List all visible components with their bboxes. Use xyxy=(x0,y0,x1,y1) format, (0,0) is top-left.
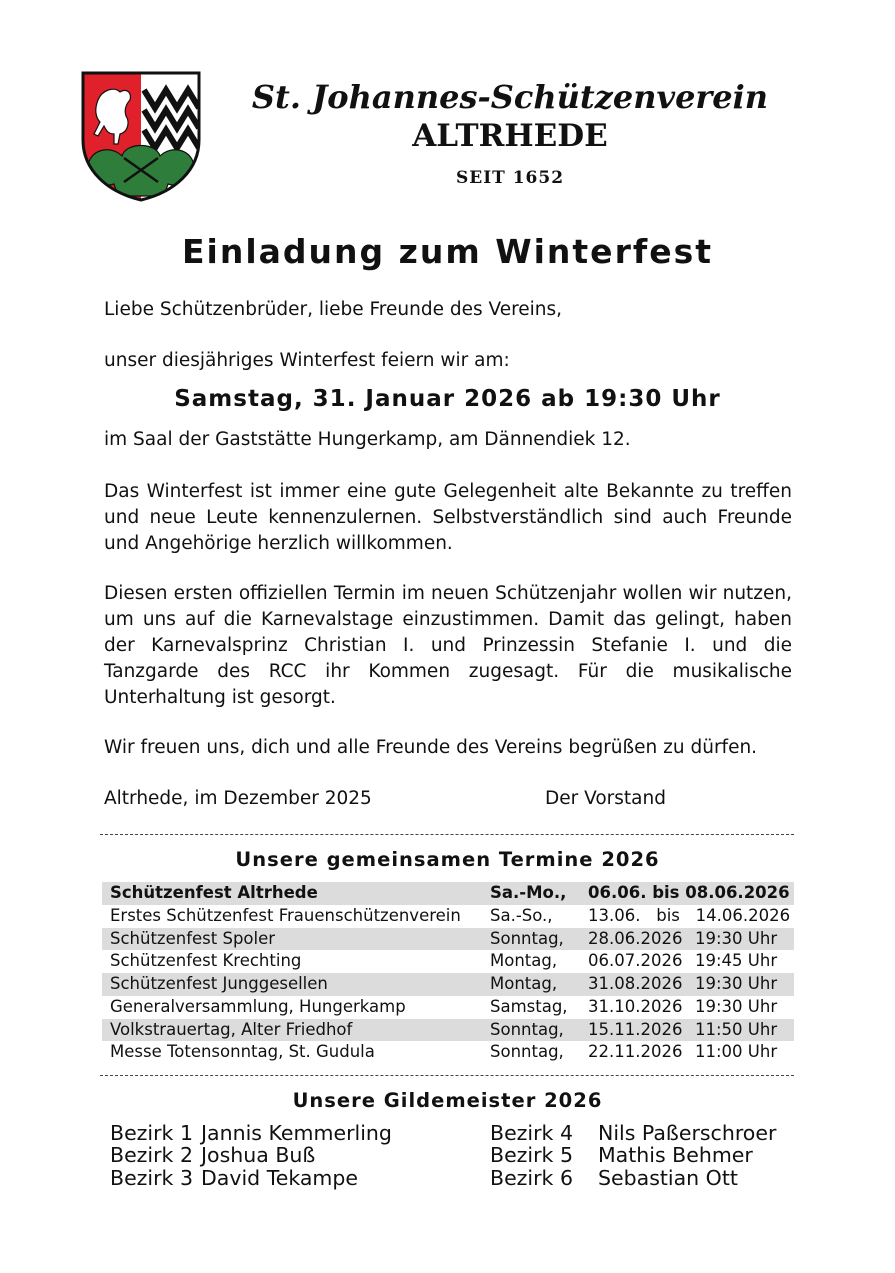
signature: Der Vorstand xyxy=(545,788,666,809)
invitation-title: Einladung zum Winterfest xyxy=(181,232,713,271)
event-name: Schützenfest Junggesellen xyxy=(110,974,328,993)
district-label: Bezirk 1 xyxy=(110,1121,193,1145)
gildemeister-name: Jannis Kemmerling xyxy=(201,1121,392,1145)
club-town: ALTRHEDE xyxy=(412,118,608,154)
event-date: 06.07.2026 xyxy=(588,951,683,971)
event-location: im Saal der Gaststätte Hungerkamp, am Dännendiek 12. xyxy=(104,429,631,450)
divider xyxy=(100,834,794,835)
gildemeister-heading: Unsere Gildemeister 2026 xyxy=(292,1089,603,1112)
schedule-heading: Unsere gemeinsamen Termine 2026 xyxy=(235,848,660,871)
event-name: Generalversammlung, Hungerkamp xyxy=(110,996,406,1016)
event-day: Sa.-Mo., xyxy=(490,883,567,902)
table-row xyxy=(102,1041,794,1064)
event-date: 31.08.2026 xyxy=(588,974,683,993)
table-row xyxy=(102,1019,794,1042)
event-date: 31.10.2026 xyxy=(588,996,683,1016)
place-and-date: Altrhede, im Dezember 2025 xyxy=(104,788,372,809)
table-row xyxy=(102,950,794,973)
table-row xyxy=(102,928,794,951)
event-name: Schützenfest Altrhede xyxy=(110,883,318,902)
club-name: St. Johannes-Schützenverein xyxy=(251,78,769,116)
gildemeister-name: Joshua Buß xyxy=(201,1143,316,1167)
closing-text: Wir freuen uns, dich und alle Freunde des Vereins begrüßen zu dürfen. xyxy=(104,737,758,758)
paragraph-2: Diesen ersten offiziellen Termin im neuen Schützenjahr wollen wir nutzen, um uns auf die Karnevalstage einzustimmen. Damit das gelingt, haben der Karnevalsprinz Christian I. und Prinzessin Stefanie I. und die Tanzgarde des RCC ihr Kommen zugesagt. Für die musikalische Unterhaltung ist gesorgt. xyxy=(104,583,792,708)
event-day: Sa.-So., xyxy=(490,905,553,925)
event-day: Sonntag, xyxy=(490,1019,564,1039)
divider xyxy=(100,1075,794,1076)
district-label: Bezirk 5 xyxy=(490,1143,573,1167)
event-day: Montag, xyxy=(490,951,558,971)
event-time: 19:45 Uhr xyxy=(695,951,778,971)
event-name: Messe Totensonntag, St. Gudula xyxy=(110,1042,375,1062)
gildemeister-name: Sebastian Ott xyxy=(598,1166,738,1190)
event-date: Samstag, 31. Januar 2026 ab 19:30 Uhr xyxy=(174,386,721,412)
event-time: 11:00 Uhr xyxy=(695,1042,778,1062)
club-crest-logo xyxy=(80,70,202,202)
table-row xyxy=(102,996,794,1019)
table-row xyxy=(102,882,794,905)
event-name: Schützenfest Krechting xyxy=(110,951,302,971)
event-date: 15.11.2026 xyxy=(588,1019,683,1039)
gildemeister-name: Mathis Behmer xyxy=(598,1143,753,1167)
district-label: Bezirk 3 xyxy=(110,1166,193,1190)
event-date: 22.11.2026 xyxy=(588,1042,683,1062)
event-time: 19:30 Uhr xyxy=(695,928,778,948)
table-row xyxy=(102,905,794,928)
event-name: Volkstrauertag, Alter Friedhof xyxy=(110,1019,353,1039)
event-time: 11:50 Uhr xyxy=(695,1019,778,1039)
event-date: 28.06.2026 xyxy=(588,928,683,948)
district-label: Bezirk 6 xyxy=(490,1166,573,1190)
gildemeister-name: Nils Paßerschroer xyxy=(598,1121,777,1145)
district-label: Bezirk 2 xyxy=(110,1143,193,1167)
event-name: Erstes Schützenfest Frauenschützenverein xyxy=(110,905,461,925)
paragraph-1: Das Winterfest ist immer eine gute Gelegenheit alte Bekannte zu treffen und neue Leute kennenzulernen. Selbstverständlich sind auch Freunde und Angehörige herzlich willkommen. xyxy=(104,481,792,554)
district-label: Bezirk 4 xyxy=(490,1121,573,1145)
gildemeister-name: David Tekampe xyxy=(201,1166,359,1190)
event-day: Sonntag, xyxy=(490,928,564,948)
event-date-range: 13.06. bis 14.06.2026 xyxy=(588,905,791,925)
event-date-range: 06.06. bis 08.06.2026 xyxy=(588,883,790,902)
event-day: Sonntag, xyxy=(490,1042,564,1062)
greeting: Liebe Schützenbrüder, liebe Freunde des Vereins, xyxy=(104,299,563,320)
intro-text: unser diesjähriges Winterfest feiern wir am: xyxy=(104,350,510,371)
table-row xyxy=(102,973,794,996)
event-time: 19:30 Uhr xyxy=(695,996,778,1016)
event-day: Samstag, xyxy=(490,996,568,1016)
founded-since: SEIT 1652 xyxy=(455,168,565,188)
event-time: 19:30 Uhr xyxy=(695,974,778,993)
schedule-table xyxy=(102,882,794,1064)
event-day: Montag, xyxy=(490,974,558,993)
event-name: Schützenfest Spoler xyxy=(110,928,276,948)
